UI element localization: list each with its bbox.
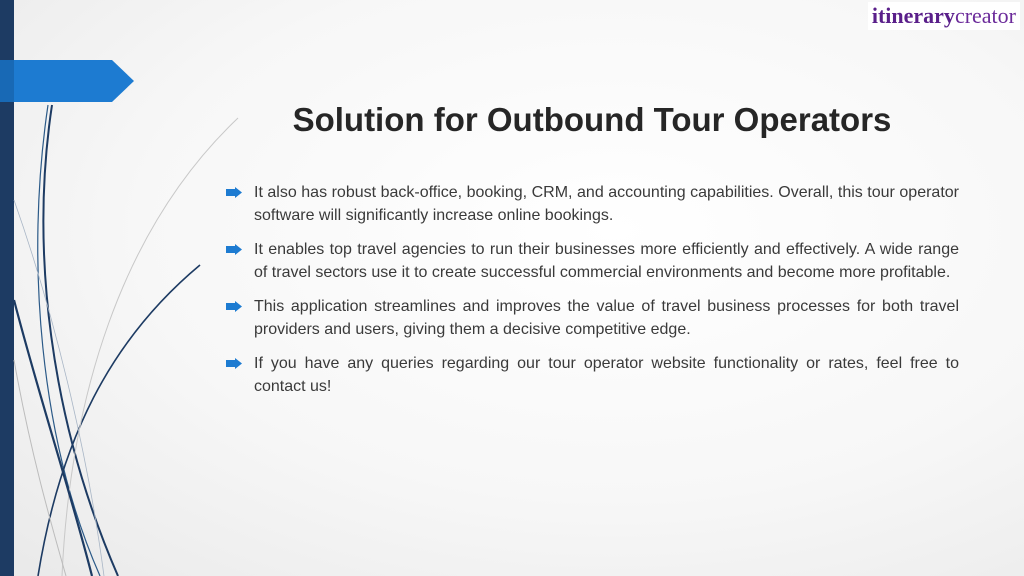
bullet-text: If you have any queries regarding our tour operator website functionality or rates, feel free to contact us! (254, 355, 959, 395)
bullet-list (226, 181, 959, 409)
logo-text-creator: creator (954, 3, 1016, 28)
blue-accent-tab (0, 60, 134, 102)
bullet-text: It enables top travel agencies to run their businesses more efficiently and effectively. A wide range of travel sectors use it to create successful commercial environments and become more profitable. (254, 241, 959, 281)
slide-title: Solution for Outbound Tour Operators (292, 101, 892, 138)
arrow-bullet-icon (226, 301, 242, 312)
arrow-bullet-icon (226, 244, 242, 255)
bullet-item (226, 352, 959, 398)
bullet-item (226, 238, 959, 284)
bullet-text: It also has robust back-office, booking, CRM, and accounting capabilities. Overall, this tour operator software will significantly increase online bookings. (254, 184, 959, 224)
bullet-item (226, 295, 959, 341)
itinerarycreator-logo[interactable] (868, 2, 1020, 30)
bullet-item (226, 181, 959, 227)
logo-text-itinerary: itinerary (871, 3, 955, 28)
arrow-bullet-icon (226, 358, 242, 369)
arrow-bullet-icon (226, 187, 242, 198)
bullet-text: This application streamlines and improves the value of travel business processes for both travel providers and users, giving them a decisive competitive edge. (254, 298, 959, 338)
